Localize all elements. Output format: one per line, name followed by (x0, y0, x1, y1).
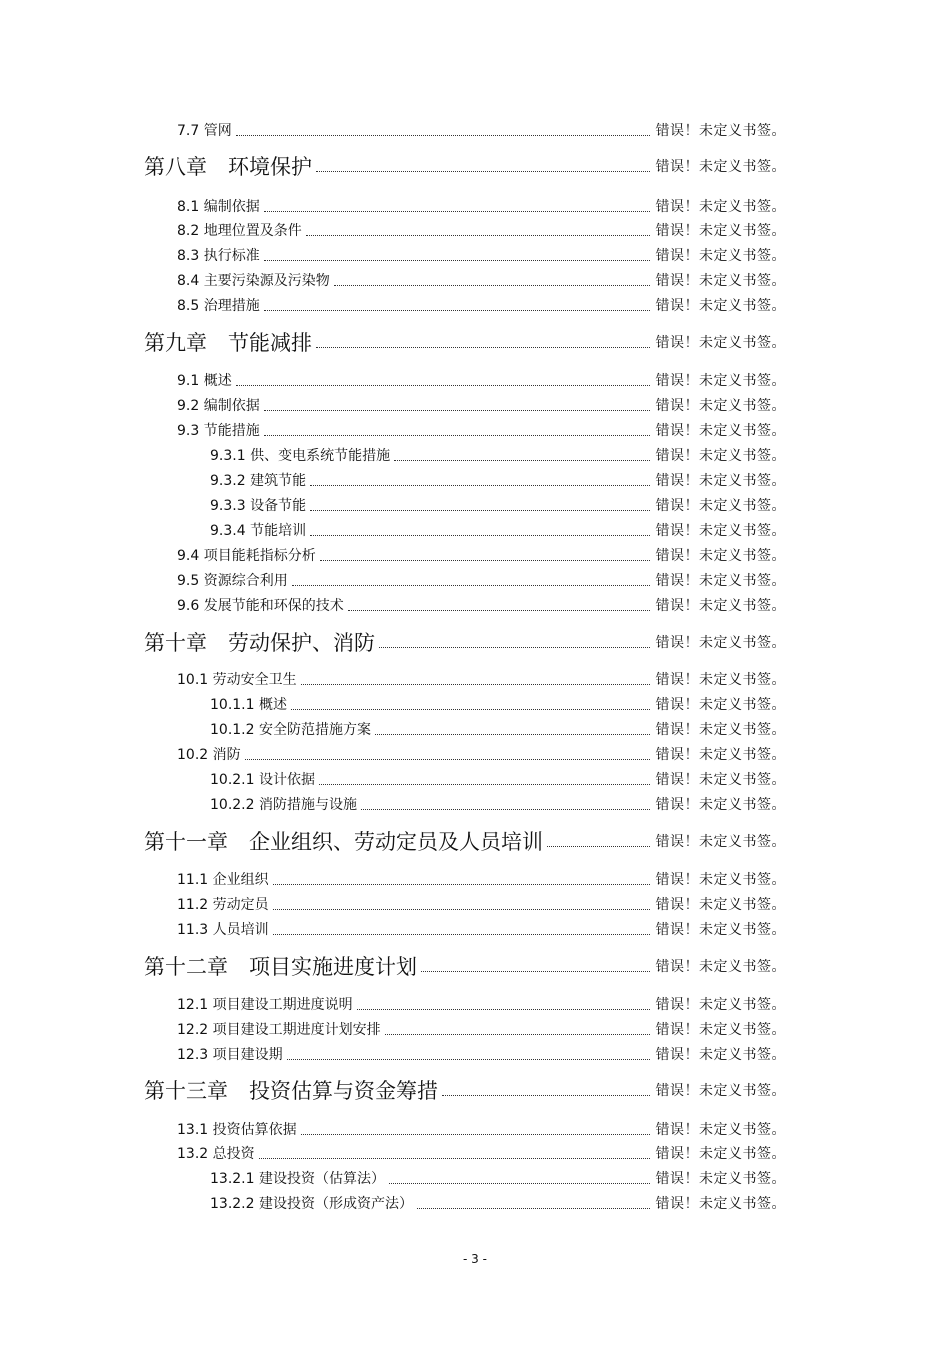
toc-section-entry[interactable] (177, 121, 786, 139)
toc-entry-page-ref: 错误！未定义书签。 (655, 548, 786, 564)
toc-chapter-entry[interactable] (144, 629, 786, 655)
dot-leader (291, 708, 650, 710)
toc-entry-title: 13.1 投资估算依据 (177, 1122, 297, 1138)
dot-leader (310, 534, 649, 536)
dot-leader (320, 559, 650, 561)
toc-entry-title: 9.3.2 建筑节能 (210, 473, 307, 489)
toc-section-entry[interactable] (177, 1120, 786, 1138)
toc-entry-page-ref: 错误！未定义书签。 (655, 997, 786, 1013)
toc-entry-page-ref: 错误！未定义书签。 (655, 1022, 786, 1038)
toc-subsection-entry[interactable] (210, 720, 786, 738)
toc-entry-page-ref: 错误！未定义书签。 (655, 373, 786, 389)
toc-entry-title: 第十章 劳动保护、消防 (144, 631, 375, 655)
toc-entry-title: 9.1 概述 (177, 373, 232, 389)
toc-entry-title: 11.2 劳动定员 (177, 897, 269, 913)
toc-entry-page-ref: 错误！未定义书签。 (655, 159, 786, 175)
toc-entry-title: 9.3.1 供、变电系统节能措施 (210, 448, 391, 464)
toc-section-entry[interactable] (177, 197, 786, 215)
toc-entry-page-ref: 错误！未定义书签。 (655, 1083, 786, 1099)
toc-section-entry[interactable] (177, 546, 786, 564)
dot-leader (273, 908, 650, 910)
toc-entry-page-ref: 错误！未定义书签。 (655, 273, 786, 289)
toc-entry-page-ref: 错误！未定义书签。 (655, 598, 786, 614)
toc-entry-page-ref: 错误！未定义书签。 (655, 897, 786, 913)
dot-leader (245, 758, 650, 760)
dot-leader (348, 609, 650, 611)
toc-entry-page-ref: 错误！未定义书签。 (655, 772, 786, 788)
dot-leader (306, 234, 650, 236)
toc-section-entry[interactable] (177, 1144, 786, 1162)
dot-leader (264, 210, 650, 212)
dot-leader (236, 134, 650, 136)
dot-leader (264, 259, 650, 261)
toc-entry-title: 9.4 项目能耗指标分析 (177, 548, 316, 564)
toc-entry-title: 13.2.2 建设投资（形成资产法） (210, 1196, 413, 1212)
toc-entry-page-ref: 错误！未定义书签。 (655, 1171, 786, 1187)
toc-chapter-entry[interactable] (144, 828, 786, 854)
toc-subsection-entry[interactable] (210, 695, 786, 713)
dot-leader (334, 284, 650, 286)
toc-entry-title: 8.3 执行标准 (177, 248, 260, 264)
dot-leader (417, 1207, 650, 1209)
toc-entry-title: 10.1 劳动安全卫生 (177, 672, 297, 688)
toc-entry-title: 10.1.2 安全防范措施方案 (210, 722, 371, 738)
toc-entry-page-ref: 错误！未定义书签。 (655, 473, 786, 489)
toc-entry-page-ref: 错误！未定义书签。 (655, 635, 786, 651)
dot-leader (316, 346, 650, 348)
toc-entry-page-ref: 错误！未定义书签。 (655, 398, 786, 414)
toc-entry-page-ref: 错误！未定义书签。 (655, 123, 786, 139)
toc-entry-page-ref: 错误！未定义书签。 (655, 523, 786, 539)
dot-leader (273, 883, 650, 885)
toc-entry-page-ref: 错误！未定义书签。 (655, 498, 786, 514)
toc-subsection-entry[interactable] (210, 1169, 786, 1187)
toc-entry-page-ref: 错误！未定义书签。 (655, 959, 786, 975)
toc-entry-title: 9.5 资源综合利用 (177, 573, 288, 589)
toc-entry-page-ref: 错误！未定义书签。 (655, 248, 786, 264)
page-number: - 3 - (463, 1252, 487, 1266)
toc-subsection-entry[interactable] (210, 1194, 786, 1212)
toc-section-entry[interactable] (177, 421, 786, 439)
toc-entry-title: 9.3.4 节能培训 (210, 523, 307, 539)
toc-section-entry[interactable] (177, 670, 786, 688)
dot-leader (375, 733, 650, 735)
toc-entry-page-ref: 错误！未定义书签。 (655, 1122, 786, 1138)
dot-leader (301, 1133, 650, 1135)
toc-subsection-entry[interactable] (210, 770, 786, 788)
toc-entry-title: 12.2 项目建设工期进度计划安排 (177, 1022, 381, 1038)
toc-entry-page-ref: 错误！未定义书签。 (655, 1047, 786, 1063)
dot-leader (316, 170, 650, 172)
toc-entry-title: 第九章 节能减排 (144, 331, 312, 355)
toc-section-entry[interactable] (177, 745, 786, 763)
toc-entry-title: 13.2.1 建设投资（估算法） (210, 1171, 385, 1187)
toc-entry-title: 8.2 地理位置及条件 (177, 223, 302, 239)
toc-entry-title: 第十三章 投资估算与资金筹措 (144, 1079, 438, 1103)
toc-entry-page-ref: 错误！未定义书签。 (655, 797, 786, 813)
toc-entry-title: 8.1 编制依据 (177, 199, 260, 215)
toc-entry-title: 11.1 企业组织 (177, 872, 269, 888)
toc-section-entry[interactable] (177, 221, 786, 239)
toc-section-entry[interactable] (177, 571, 786, 589)
dot-leader (236, 384, 650, 386)
toc-entry-title: 12.1 项目建设工期进度说明 (177, 997, 353, 1013)
toc-entry-page-ref: 错误！未定义书签。 (655, 1196, 786, 1212)
toc-entry-page-ref: 错误！未定义书签。 (655, 747, 786, 763)
dot-leader (264, 434, 650, 436)
toc-section-entry[interactable] (177, 920, 786, 938)
toc-entry-title: 第八章 环境保护 (144, 155, 312, 179)
dot-leader (442, 1094, 650, 1096)
dot-leader (361, 808, 650, 810)
dot-leader (273, 933, 650, 935)
dot-leader (379, 646, 650, 648)
toc-section-entry[interactable] (177, 995, 786, 1013)
dot-leader (421, 970, 650, 972)
toc-entry-page-ref: 错误！未定义书签。 (655, 423, 786, 439)
toc-chapter-entry[interactable] (144, 153, 786, 179)
dot-leader (394, 459, 649, 461)
toc-section-entry[interactable] (177, 596, 786, 614)
toc-section-entry[interactable] (177, 1020, 786, 1038)
dot-leader (319, 783, 650, 785)
dot-leader (310, 509, 649, 511)
toc-entry-title: 9.3.3 设备节能 (210, 498, 307, 514)
toc-entry-page-ref: 错误！未定义书签。 (655, 722, 786, 738)
toc-entry-title: 10.2 消防 (177, 747, 241, 763)
toc-chapter-entry[interactable] (144, 953, 786, 979)
toc-section-entry[interactable] (177, 895, 786, 913)
toc-subsection-entry[interactable] (210, 795, 786, 813)
toc-entry-page-ref: 错误！未定义书签。 (655, 1146, 786, 1162)
toc-entry-title: 13.2 总投资 (177, 1146, 255, 1162)
toc-entry-title: 9.6 发展节能和环保的技术 (177, 598, 344, 614)
toc-entry-page-ref: 错误！未定义书签。 (655, 922, 786, 938)
dot-leader (389, 1182, 650, 1184)
toc-entry-page-ref: 错误！未定义书签。 (655, 672, 786, 688)
dot-leader (357, 1008, 650, 1010)
toc-section-entry[interactable] (177, 870, 786, 888)
dot-leader (264, 309, 650, 311)
toc-section-entry[interactable] (177, 271, 786, 289)
toc-entry-page-ref: 错误！未定义书签。 (655, 872, 786, 888)
toc-entry-title: 8.5 治理措施 (177, 298, 260, 314)
toc-subsection-entry[interactable] (210, 446, 786, 464)
toc-entry-title: 10.2.2 消防措施与设施 (210, 797, 357, 813)
dot-leader (385, 1033, 650, 1035)
toc-entry-title: 9.3 节能措施 (177, 423, 260, 439)
toc-entry-title: 11.3 人员培训 (177, 922, 269, 938)
toc-entry-title: 9.2 编制依据 (177, 398, 260, 414)
toc-section-entry[interactable] (177, 396, 786, 414)
toc-section-entry[interactable] (177, 296, 786, 314)
toc-entry-title: 第十一章 企业组织、劳动定员及人员培训 (144, 830, 543, 854)
toc-entry-page-ref: 错误！未定义书签。 (655, 223, 786, 239)
toc-entry-title: 7.7 管网 (177, 123, 232, 139)
dot-leader (310, 484, 649, 486)
toc-chapter-entry[interactable] (144, 1077, 786, 1103)
toc-entry-page-ref: 错误！未定义书签。 (655, 697, 786, 713)
toc-entry-page-ref: 错误！未定义书签。 (655, 335, 786, 351)
toc-entry-page-ref: 错误！未定义书签。 (655, 298, 786, 314)
toc-entry-title: 10.2.1 设计依据 (210, 772, 315, 788)
toc-entry-title: 第十二章 项目实施进度计划 (144, 955, 417, 979)
toc-entry-title: 12.3 项目建设期 (177, 1047, 283, 1063)
toc-section-entry[interactable] (177, 371, 786, 389)
dot-leader (264, 409, 650, 411)
dot-leader (301, 683, 650, 685)
toc-subsection-entry[interactable] (210, 521, 786, 539)
toc-chapter-entry[interactable] (144, 329, 786, 355)
toc-subsection-entry[interactable] (210, 496, 786, 514)
dot-leader (547, 845, 650, 847)
toc-section-entry[interactable] (177, 246, 786, 264)
dot-leader (292, 584, 650, 586)
toc-entry-page-ref: 错误！未定义书签。 (655, 573, 786, 589)
dot-leader (287, 1058, 650, 1060)
toc-entry-page-ref: 错误！未定义书签。 (655, 199, 786, 215)
toc-entry-title: 10.1.1 概述 (210, 697, 287, 713)
toc-entry-page-ref: 错误！未定义书签。 (655, 834, 786, 850)
toc-subsection-entry[interactable] (210, 471, 786, 489)
toc-entry-title: 8.4 主要污染源及污染物 (177, 273, 330, 289)
toc-section-entry[interactable] (177, 1045, 786, 1063)
toc-entry-page-ref: 错误！未定义书签。 (655, 448, 786, 464)
dot-leader (259, 1157, 650, 1159)
